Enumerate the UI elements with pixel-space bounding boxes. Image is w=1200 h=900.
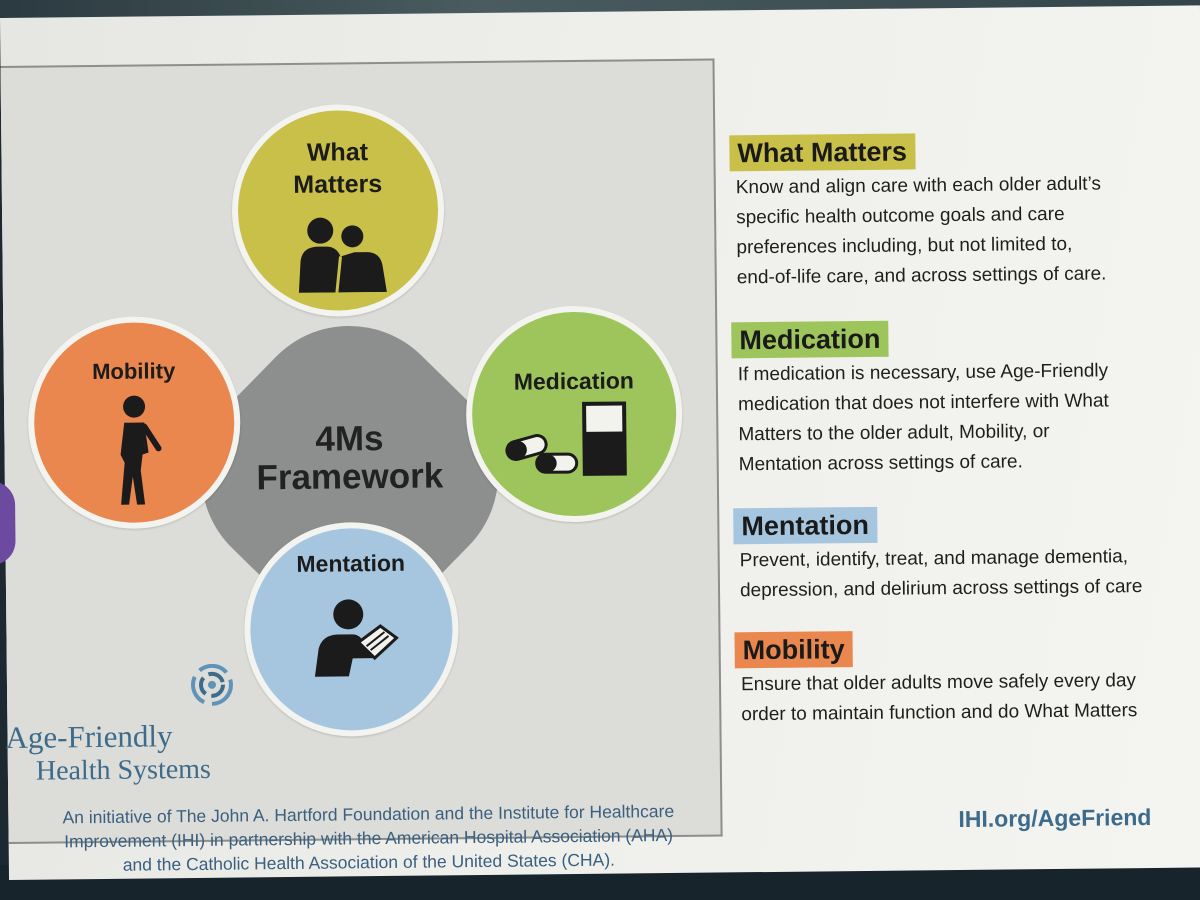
- walking-person-icon: [104, 392, 165, 513]
- description-line: Mentation across settings of care.: [738, 451, 1023, 476]
- medication-label: Medication: [513, 367, 635, 395]
- medication-description: [738, 356, 1110, 480]
- what-matters-label-line2: Matters: [293, 170, 383, 199]
- description-line: Prevent, identify, treat, and manage dementia,: [739, 546, 1129, 572]
- description-line: Matters to the older adult, Mobility, or: [738, 421, 1050, 446]
- hub-title-line2: Framework: [256, 456, 444, 498]
- description-line: medication that does not interfere with What: [737, 390, 1109, 416]
- description-line: order to maintain function and do What Matters: [741, 700, 1138, 726]
- mobility-section: [734, 628, 1137, 730]
- initiative-line1: An initiative of The John A. Hartford Foundation and the Institute for Healthcare: [62, 800, 675, 828]
- mobility-heading: Mobility: [734, 631, 852, 668]
- what-matters-circle: [231, 103, 445, 317]
- medication-section: [731, 318, 1109, 480]
- website-url: IHI.org/AgeFriend: [958, 803, 1152, 833]
- mobility-label: Mobility: [92, 358, 176, 385]
- medication-heading: Medication: [731, 321, 888, 359]
- medication-circle: [465, 305, 683, 523]
- logo-line1: Age-Friendly: [5, 718, 173, 755]
- description-line: specific health outcome goals and care: [736, 203, 1065, 229]
- swirl-logo-icon: [191, 664, 233, 706]
- description-line: preferences including, but not limited to,: [736, 233, 1073, 259]
- description-line: Know and align care with each older adult’s: [735, 173, 1102, 199]
- description-line: depression, and delirium across settings of care: [739, 576, 1143, 602]
- mentation-section: [733, 504, 1142, 606]
- mentation-circle: [243, 521, 459, 737]
- initiative-statement: [38, 799, 699, 878]
- mobility-description: [741, 666, 1138, 730]
- person-reading-icon: [308, 598, 405, 679]
- mentation-description: [740, 542, 1143, 606]
- embracing-people-icon: [296, 216, 393, 293]
- framework-card: [0, 5, 1200, 880]
- hub-title: [234, 419, 465, 497]
- description-line: end-of-life care, and across settings of care.: [736, 263, 1107, 289]
- hub-title-line1: 4Ms: [315, 419, 384, 459]
- what-matters-label-line1: What: [306, 138, 369, 167]
- what-matters-label: [237, 135, 438, 201]
- what-matters-heading: What Matters: [729, 133, 915, 171]
- mentation-heading: Mentation: [733, 507, 877, 545]
- initiative-line2: Improvement (IHI) in partnership with the American Hospital Association (AHA): [64, 824, 674, 852]
- initiative-line3: and the Catholic Health Association of the United States (CHA).: [122, 849, 616, 875]
- what-matters-description: [736, 169, 1107, 293]
- what-matters-section: [729, 131, 1106, 293]
- diagram-panel: [1, 59, 723, 875]
- description-line: Ensure that older adults move safely every day: [740, 670, 1137, 696]
- description-line: If medication is necessary, use Age-Friendly: [737, 360, 1109, 386]
- purple-edge-shape: [0, 481, 16, 565]
- mobility-circle: [27, 316, 241, 530]
- pills-and-cup-icon: [502, 399, 633, 480]
- mentation-label: Mentation: [296, 549, 406, 577]
- logo-line2: Health Systems: [35, 753, 212, 787]
